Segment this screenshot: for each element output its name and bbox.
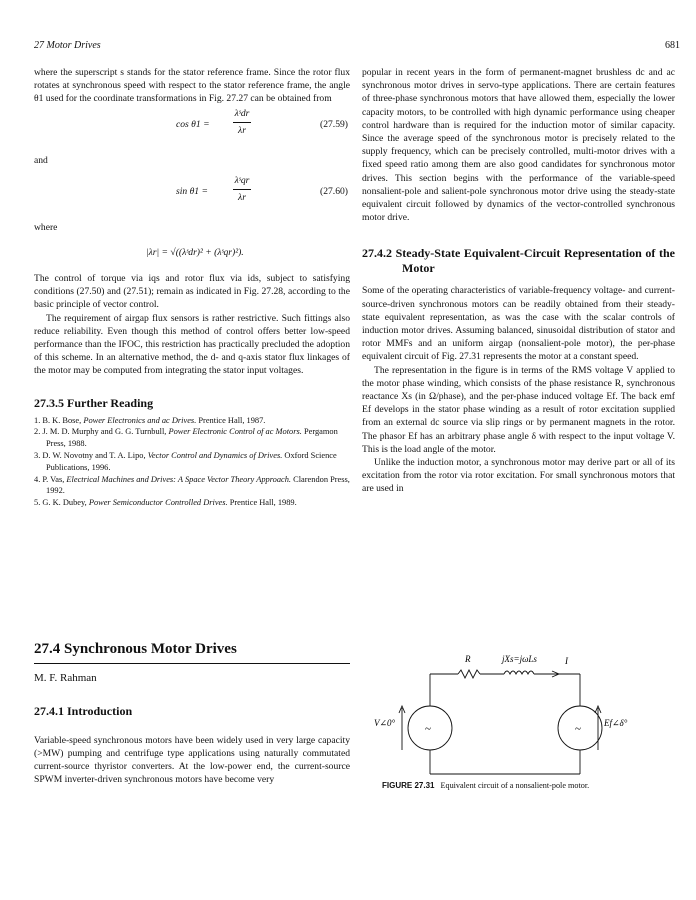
page-number: 681: [665, 40, 680, 51]
paragraph: The representation in the figure is in terms of the RMS voltage V applied to the motor phase winding, which consists of the phase resistance R, synchronous reactance Xs (in Ω/phase), and the per-phase induced voltage Ef. The back emf Ef develops in the stator phase winding as a result of rotor excitation supplied from an external dc source via slip rings or by permanent magnets in the rotor. The phasor Ef has an arbitrary phase angle δ with respect to the input voltage V. This is the load angle of the motor.: [362, 364, 675, 455]
current-label: I: [565, 656, 568, 666]
source-symbol: ~: [575, 723, 581, 735]
caption-text: Equivalent circuit of a nonsalient-pole motor.: [440, 781, 590, 790]
chapter-section-title: 27.4 Synchronous Motor Drives: [34, 641, 237, 657]
eq-fraction: [233, 173, 251, 206]
running-header: 27 Motor Drives: [34, 40, 101, 51]
eq-number: (27.60): [320, 185, 348, 197]
paragraph: Unlike the induction motor, a synchronous motor may derive part or all of its excitation from the rotor via rotor excitation. For small synchronous motors that are used in: [362, 457, 675, 495]
reference-item: 1. B. K. Bose, Power Electronics and ac Drives. Prentice Hall, 1987.: [34, 415, 266, 425]
paragraph: and: [34, 154, 48, 166]
reference-item: 2. J. M. D. Murphy and G. G. Turnbull, Power Electronic Control of ac Motors. Pergamon Press, 1988.: [34, 427, 338, 449]
figure-number: FIGURE 27.31: [382, 781, 435, 790]
resistor-symbol: [458, 670, 480, 678]
reactance-label: jXs=jωLs: [502, 654, 537, 664]
voltage-label: V∠0°: [374, 718, 396, 728]
paragraph: popular in recent years in the form of permanent-magnet brushless dc and ac synchronous motor drives in servo-type applications. There are certain features of three-phase synchronous motors that have allowed them, especially the lower capacity motors, to be controlled with high dynamic performance using cheaper control hardware than is required for the induction motor of similar capacity. Since the average speed of the synchronous motor is precisely related to the supply frequency, which can be precisely controlled, multi-motor drives with a fixed speed ratio among them are also good candidates for synchronous motor drives. This section begins with the performance of the variable-speed nonsalient-pole and salient-pole synchronous motor drive using the steady-state equivalent circuit followed by dynamics of the vector-controlled synchronous motor drive.: [362, 67, 675, 224]
paragraph: The control of torque via iqs and rotor flux via ids, subject to satisfying conditions (27.50) and (27.51); remain as indicated in Fig. 27.28, according to the basic principle of vector control.: [34, 273, 350, 311]
reference-list: [34, 415, 350, 509]
divider: [34, 663, 350, 664]
source-symbol: ~: [425, 723, 431, 735]
emf-label: Ef∠δ°: [604, 718, 628, 728]
eq-lhs: sin θ1 =: [176, 185, 208, 197]
paragraph: where: [34, 221, 58, 233]
eq-numerator: λˢqr: [233, 173, 251, 190]
author-name: M. F. Rahman: [34, 672, 97, 684]
reference-item: 4. P. Vas, Electrical Machines and Drives: A Space Vector Theory Approach. Clarendon Press, 1992.: [34, 474, 350, 496]
inductor-symbol: [504, 671, 534, 674]
section-heading: 27.4.1 Introduction: [34, 704, 133, 718]
eq-numerator: λˢdr: [233, 106, 251, 123]
section-heading: 27.3.5 Further Reading: [34, 395, 154, 410]
equation-magnitude: [34, 234, 350, 272]
eq-fraction: [233, 106, 251, 139]
paragraph: where the superscript s stands for the stator reference frame. Since the rotor flux rotates at synchronous speed with respect to the stator reference frame, the angle θ1 used for the coordinate transformations in Fig. 27.27 can be obtained from: [34, 67, 350, 105]
resistor-label: R: [465, 654, 471, 664]
paragraph: Some of the operating characteristics of variable-frequency voltage- and current-source-driven synchronous motors can be readily obtained from their steady-state equivalent representation, as was the case with the scalar controls of induction motor drives. Assuming balanced, sinusoidal distribution of stator and rotor MMFs and an uniform airgap (nonsalient-pole motor), the per-phase equivalent circuit of Fig. 27.31 represents the motor at a constant speed.: [362, 285, 675, 363]
left-column: [34, 66, 350, 509]
right-column: [362, 66, 675, 496]
eq-denominator: λr: [238, 191, 246, 203]
equation-27-60: [34, 173, 350, 213]
eq-expression: |λr| = √((λˢdr)² + (λˢqr)²).: [146, 247, 244, 259]
eq-lhs: cos θ1 =: [176, 118, 210, 130]
eq-denominator: λr: [238, 124, 246, 136]
eq-number: (27.59): [320, 118, 348, 130]
reference-item: 3. D. W. Novotny and T. A. Lipo, Vector Control and Dynamics of Drives. Oxford Science Publications, 1996.: [34, 451, 337, 472]
section-heading: 27.4.2 Steady-State Equivalent-Circuit Representation of the Motor: [362, 246, 675, 276]
equation-27-59: [34, 106, 350, 146]
paragraph: Variable-speed synchronous motors have been widely used in very large capacity (>MW) pumping and centrifuge type applications using naturally commutated current-source thyristor converters. At the low-power end, the current-source SPWM inverter-driven synchronous motors have become very: [34, 734, 350, 786]
equivalent-circuit-diagram: [362, 650, 675, 830]
figure-caption: [382, 781, 589, 790]
reference-item: 5. G. K. Dubey, Power Semiconductor Controlled Drives. Prentice Hall, 1989.: [34, 498, 297, 508]
paragraph: The requirement of airgap flux sensors is rather restrictive. Such fittings also reduce reliability. Even though this method of control offers better low-speed performance than the IFOC, this restriction has practically precluded the adoption of this scheme. In an alternative method, the d- and q-axis stator flux linkages of the motor may be computed from integrating the stator input voltages.: [34, 312, 350, 377]
